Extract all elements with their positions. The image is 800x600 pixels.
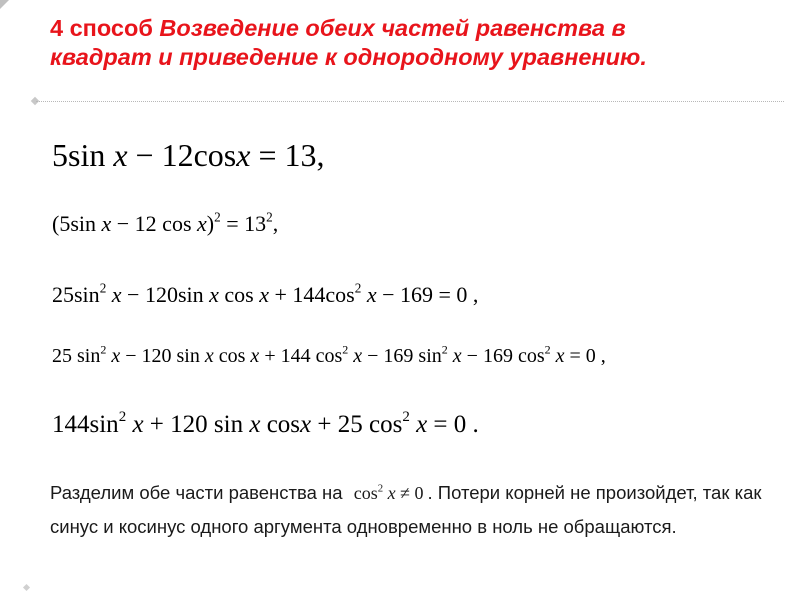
nonzero-condition: $\cos^2 x \ne 0$ bbox=[353, 482, 424, 503]
equation-5: $144\sin^2$ x + 120 sin x cosx + 25 $\cos^2 x = 0$ . bbox=[52, 409, 479, 438]
explanation-paragraph bbox=[50, 476, 775, 543]
title-divider bbox=[36, 101, 784, 102]
equation-3: $25\sin^2$ x − 120sin x $\cos x + 144\cos^2$ x − 169 = 0 , bbox=[52, 280, 479, 307]
paragraph-rest: . Потери корней не произойдет, так как синус и косинус одного аргумента одновременно в ноль не обращаются. bbox=[50, 482, 762, 537]
slide-title bbox=[50, 14, 690, 102]
paragraph-lead: Разделим обе части равенства на bbox=[50, 482, 343, 503]
bottom-bullet-icon bbox=[23, 584, 30, 591]
equation-4: 25 $\sin^2 x - 120$ sin x cos x + 144 $\cos^2 x - 169$ $\sin^2 x - 169$ $\cos^2 x = 0$ , bbox=[52, 342, 606, 367]
equation-2: (5sin x − 12 $\cos x)^2 = 13^2$, bbox=[52, 209, 279, 236]
corner-decoration bbox=[0, 0, 9, 9]
equation-1: 5sin x − 12cosx = 13, bbox=[52, 137, 325, 173]
method-label: 4 способ bbox=[50, 15, 153, 41]
method-description: Возведение обеих частей равенства в квадрат и приведение к однородному уравнению. bbox=[50, 15, 647, 70]
